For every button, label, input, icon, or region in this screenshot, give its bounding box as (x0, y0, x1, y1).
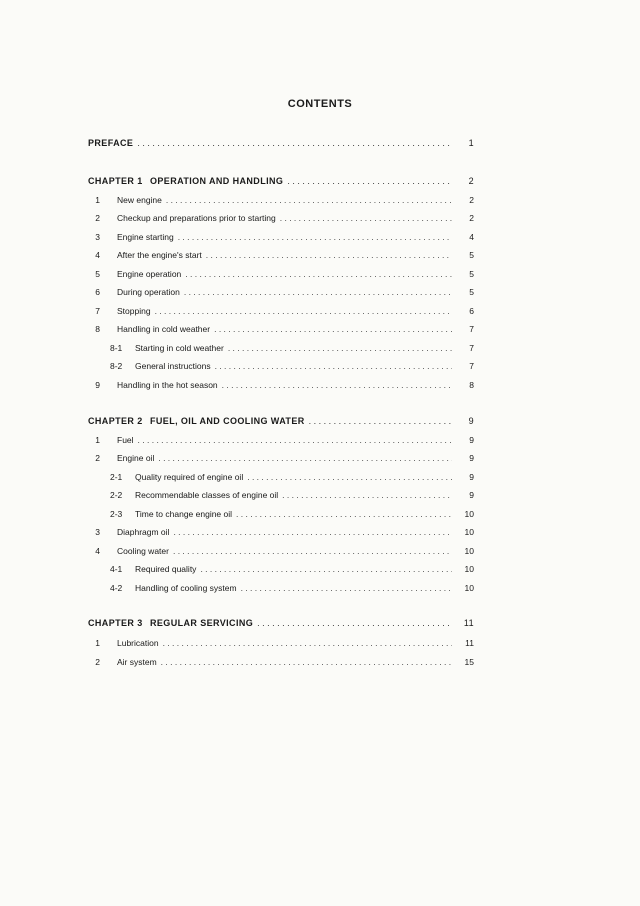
toc-page-number: 7 (469, 343, 474, 353)
section-title: Handling in cold weather (117, 324, 211, 334)
dot-leader (282, 488, 452, 502)
section-title: Lubrication (117, 638, 159, 648)
section-number: 2 (95, 657, 100, 667)
subsection-number: 2-3 (110, 509, 123, 519)
section-title: Air system (117, 657, 157, 667)
toc-page-number: 9 (469, 453, 474, 463)
toc-entry-label: PREFACE (88, 138, 134, 148)
toc-chapter-3[interactable] (88, 616, 474, 630)
toc-page-number: 7 (469, 324, 474, 334)
section-title: New engine (117, 195, 162, 205)
dot-leader (215, 359, 452, 373)
toc-section[interactable] (88, 230, 474, 244)
toc-page-number: 9 (469, 490, 474, 500)
toc-subsection[interactable] (88, 562, 474, 576)
section-number: 8 (95, 324, 100, 334)
toc-page-number: 2 (469, 213, 474, 223)
dot-leader (247, 470, 452, 484)
section-number: 6 (95, 287, 100, 297)
dot-leader (222, 378, 452, 392)
dot-leader (280, 211, 452, 225)
toc-page-number: 5 (469, 269, 474, 279)
section-number: 9 (95, 380, 100, 390)
subsection-title: Recommendable classes of engine oil (135, 490, 279, 500)
toc-page-number: 5 (469, 287, 474, 297)
toc-section[interactable] (88, 433, 474, 447)
toc-chapter-1[interactable] (88, 174, 474, 188)
toc-section[interactable] (88, 285, 474, 299)
toc-chapter-2[interactable] (88, 414, 474, 428)
toc-entry-preface[interactable] (88, 136, 474, 150)
section-number: 4 (95, 546, 100, 556)
dot-leader (138, 433, 452, 447)
dot-leader (214, 322, 452, 336)
toc-subsection[interactable] (88, 470, 474, 484)
chapter-title: OPERATION AND HANDLING (150, 176, 284, 186)
section-number: 2 (95, 213, 100, 223)
dot-leader (206, 248, 452, 262)
section-title: Engine starting (117, 232, 174, 242)
dot-leader (257, 616, 452, 630)
toc-page-number: 7 (469, 361, 474, 371)
toc-section[interactable] (88, 322, 474, 336)
section-title: Checkup and preparations prior to starting (117, 213, 276, 223)
toc-page-number: 2 (469, 195, 474, 205)
toc-page-number: 5 (469, 250, 474, 260)
section-number: 3 (95, 232, 100, 242)
toc-page-number: 1 (468, 138, 474, 148)
dot-leader (185, 267, 452, 281)
toc-page-number: 2 (468, 176, 474, 186)
subsection-title: Handling of cooling system (135, 583, 237, 593)
toc-subsection[interactable] (88, 359, 474, 373)
page-title: CONTENTS (287, 98, 353, 110)
section-title: Engine oil (117, 453, 155, 463)
dot-leader (241, 581, 452, 595)
toc-page-number: 10 (464, 509, 474, 519)
toc-subsection[interactable] (88, 341, 474, 355)
toc-section[interactable] (88, 304, 474, 318)
section-title: Handling in the hot season (117, 380, 218, 390)
toc-section[interactable] (88, 378, 474, 392)
toc-page-number: 6 (469, 306, 474, 316)
section-title: Stopping (117, 306, 151, 316)
section-number: 3 (95, 527, 100, 537)
toc-page-number: 10 (464, 546, 474, 556)
section-number: 1 (95, 195, 100, 205)
toc-page-number: 10 (464, 527, 474, 537)
section-title: Engine operation (117, 269, 182, 279)
toc-page-number: 9 (469, 472, 474, 482)
dot-leader (158, 451, 452, 465)
toc-section[interactable] (88, 211, 474, 225)
toc-page-number: 8 (469, 380, 474, 390)
subsection-number: 8-1 (110, 343, 123, 353)
subsection-title: Quality required of engine oil (135, 472, 244, 482)
toc-section[interactable] (88, 248, 474, 262)
toc-page-number: 11 (463, 618, 474, 628)
chapter-number: CHAPTER 2 (88, 416, 143, 426)
chapter-title: REGULAR SERVICING (150, 618, 254, 628)
dot-leader (228, 341, 452, 355)
dot-leader (137, 136, 452, 150)
toc-section[interactable] (88, 525, 474, 539)
dot-leader (184, 285, 452, 299)
subsection-number: 4-1 (110, 564, 123, 574)
section-number: 4 (95, 250, 100, 260)
toc-section[interactable] (88, 193, 474, 207)
dot-leader (161, 655, 452, 669)
subsection-number: 8-2 (110, 361, 123, 371)
dot-leader (236, 507, 452, 521)
dot-leader (309, 414, 452, 428)
section-number: 2 (95, 453, 100, 463)
section-title: Fuel (117, 435, 134, 445)
toc-section[interactable] (88, 451, 474, 465)
dot-leader (155, 304, 452, 318)
subsection-title: Time to change engine oil (135, 509, 233, 519)
toc-section[interactable] (88, 544, 474, 558)
toc-section[interactable] (88, 636, 474, 650)
section-number: 1 (95, 638, 100, 648)
toc-subsection[interactable] (88, 507, 474, 521)
subsection-number: 2-2 (110, 490, 123, 500)
toc-page-number: 10 (464, 564, 474, 574)
dot-leader (173, 525, 452, 539)
section-title: Cooling water (117, 546, 169, 556)
toc-subsection[interactable] (88, 581, 474, 595)
section-title: During operation (117, 287, 180, 297)
toc-subsection[interactable] (88, 488, 474, 502)
section-title: After the engine's start (117, 250, 202, 260)
dot-leader (163, 636, 452, 650)
toc-page-number: 4 (469, 232, 474, 242)
toc-page-number: 11 (465, 638, 474, 648)
toc-page-number: 15 (464, 657, 474, 667)
subsection-title: General instructions (135, 361, 211, 371)
dot-leader (166, 193, 452, 207)
dot-leader (287, 174, 452, 188)
subsection-number: 2-1 (110, 472, 123, 482)
toc-page-number: 9 (469, 435, 474, 445)
chapter-number: CHAPTER 3 (88, 618, 143, 628)
toc-page-number: 10 (464, 583, 474, 593)
subsection-number: 4-2 (110, 583, 123, 593)
dot-leader (178, 230, 452, 244)
subsection-title: Starting in cold weather (135, 343, 224, 353)
subsection-title: Required quality (135, 564, 197, 574)
toc-section[interactable] (88, 655, 474, 669)
section-title: Diaphragm oil (117, 527, 170, 537)
toc-section[interactable] (88, 267, 474, 281)
chapter-title: FUEL, OIL AND COOLING WATER (150, 416, 305, 426)
dot-leader (200, 562, 452, 576)
chapter-number: CHAPTER 1 (88, 176, 143, 186)
section-number: 1 (95, 435, 100, 445)
dot-leader (173, 544, 452, 558)
section-number: 5 (95, 269, 100, 279)
section-number: 7 (95, 306, 100, 316)
toc-page-number: 9 (468, 416, 474, 426)
